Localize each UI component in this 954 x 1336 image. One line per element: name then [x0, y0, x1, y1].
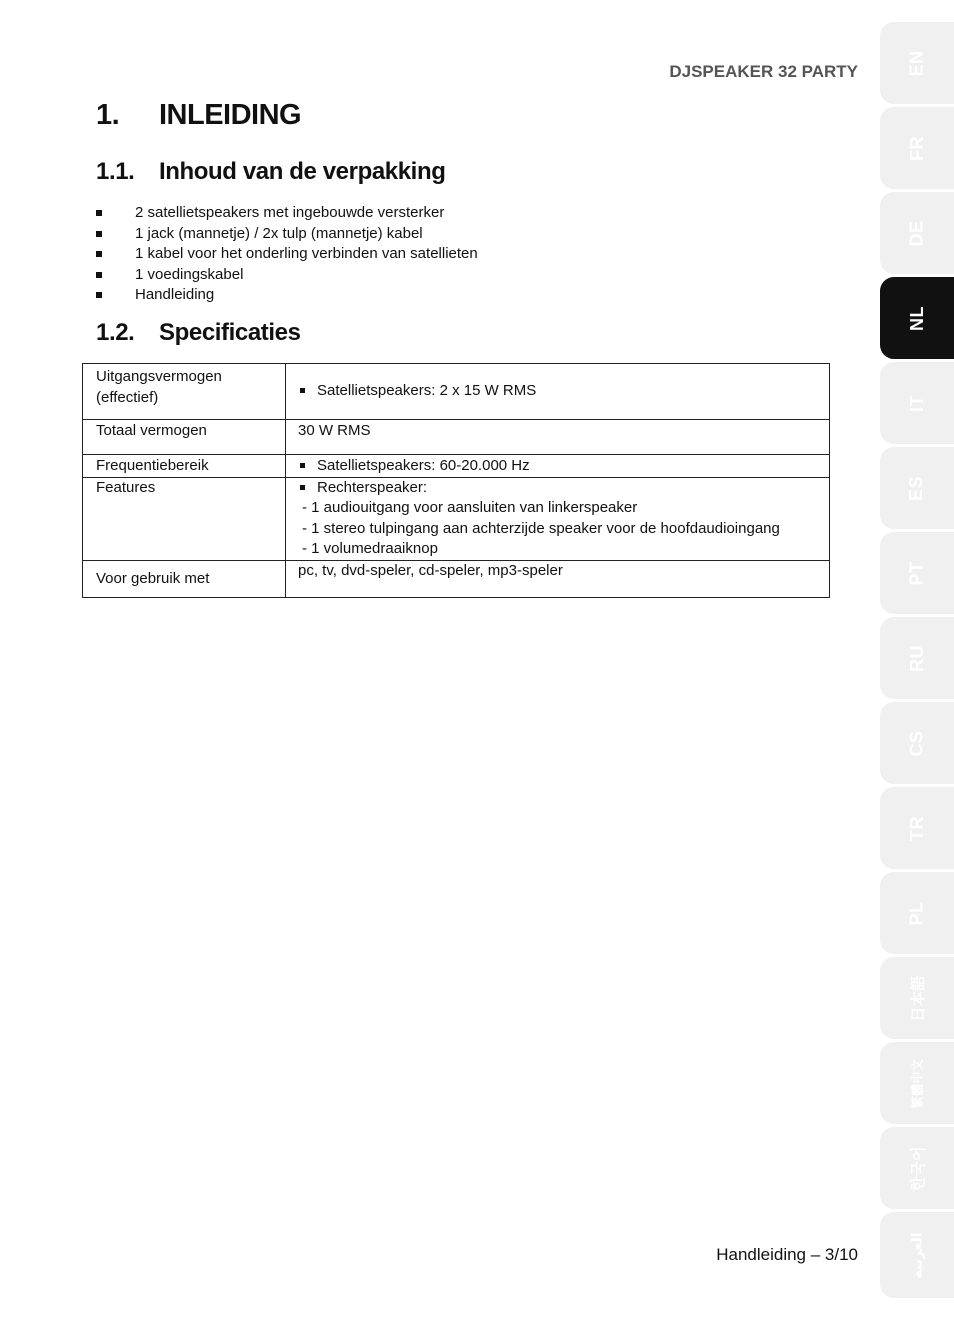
- language-tab-ko[interactable]: [880, 1127, 954, 1209]
- square-bullet-icon: [96, 251, 102, 257]
- chapter-title: INLEIDING: [159, 99, 302, 131]
- language-tab-ar[interactable]: [880, 1212, 954, 1298]
- section-heading-contents: [96, 158, 445, 186]
- language-tab-label: PL: [906, 900, 927, 926]
- section-number: 1.2.: [96, 319, 135, 346]
- spec-feature-line: - 1 volumedraaiknop: [302, 540, 438, 557]
- square-bullet-icon: [300, 485, 305, 490]
- square-bullet-icon: [96, 231, 102, 237]
- language-tab-label: FR: [906, 135, 927, 161]
- spec-bullet-text: Satellietspeakers: 60-20.000 Hz: [317, 457, 530, 474]
- table-row: [83, 420, 830, 455]
- language-tab-ru[interactable]: [880, 617, 954, 699]
- section-title: Inhoud van de verpakking: [159, 158, 446, 185]
- spec-value: 30 W RMS: [286, 420, 830, 455]
- language-tab-en[interactable]: [880, 22, 954, 104]
- section-heading-specs: [96, 319, 301, 347]
- list-item: [96, 244, 478, 265]
- table-row: [83, 364, 830, 420]
- language-tab-label: DE: [906, 219, 927, 247]
- spec-value: [286, 364, 830, 420]
- section-number: 1.1.: [96, 158, 135, 185]
- specifications-table: [82, 363, 830, 598]
- language-tab-label: RU: [906, 644, 927, 672]
- language-tab-de[interactable]: [880, 192, 954, 274]
- list-item: [96, 203, 478, 224]
- language-tab-label: 日本語: [909, 974, 927, 1022]
- list-item: [96, 285, 478, 306]
- list-item-text: 2 satellietspeakers met ingebouwde versterker: [135, 204, 445, 221]
- spec-value: [286, 455, 830, 478]
- square-bullet-icon: [300, 388, 305, 393]
- square-bullet-icon: [300, 463, 305, 468]
- language-tab-tr[interactable]: [880, 787, 954, 869]
- list-item-text: 1 voedingskabel: [135, 265, 244, 283]
- spec-bullet-text: Rechterspeaker:: [317, 478, 428, 496]
- language-tab-ja[interactable]: [880, 957, 954, 1039]
- square-bullet-icon: [96, 272, 102, 278]
- language-tab-label: العربية: [908, 1231, 925, 1279]
- square-bullet-icon: [96, 292, 102, 298]
- spec-value: [286, 477, 830, 560]
- table-row: [83, 455, 830, 478]
- language-tab-fr[interactable]: [880, 107, 954, 189]
- spec-label: Uitgangsvermogen (effectief): [83, 364, 286, 420]
- spec-label: Features: [83, 477, 286, 560]
- spec-bullet: [298, 381, 829, 402]
- square-bullet-icon: [96, 210, 102, 216]
- spec-label: Voor gebruik met: [83, 560, 286, 597]
- list-item: [96, 224, 478, 245]
- language-tab-label: EN: [906, 49, 927, 77]
- spec-value: pc, tv, dvd-speler, cd-speler, mp3-speler: [286, 560, 830, 597]
- language-tab-nl[interactable]: [880, 277, 954, 359]
- spec-feature-line: - 1 stereo tulpingang aan achterzijde speaker voor de hoofdaudioingang: [302, 519, 780, 537]
- chapter-heading: [96, 99, 301, 132]
- section-title: Specificaties: [159, 319, 301, 346]
- spec-bullet: [298, 456, 829, 477]
- language-tab-label: PT: [906, 560, 927, 586]
- language-tab-label: IT: [906, 394, 927, 412]
- language-tab-cs[interactable]: [880, 702, 954, 784]
- footer-page-number: Handleiding – 3/10: [716, 1245, 858, 1264]
- language-tab-pt[interactable]: [880, 532, 954, 614]
- table-row: [83, 477, 830, 560]
- language-tab-label: ES: [906, 475, 927, 501]
- language-tab-pl[interactable]: [880, 872, 954, 954]
- language-tab-zh[interactable]: [880, 1042, 954, 1124]
- chapter-number: 1.: [96, 99, 120, 131]
- spec-label: Frequentiebereik: [83, 455, 286, 478]
- language-tab-label: CS: [906, 729, 927, 757]
- table-row: [83, 560, 830, 597]
- language-tab-label: 한국어: [909, 1145, 927, 1191]
- spec-bullet: [298, 478, 829, 499]
- language-tab-label: TR: [906, 815, 927, 841]
- header-product-name: DJSPEAKER 32 PARTY: [669, 62, 858, 81]
- spec-bullet-text: Satellietspeakers: 2 x 15 W RMS: [317, 382, 537, 400]
- language-tab-label: NL: [906, 305, 927, 331]
- list-item-text: 1 jack (mannetje) / 2x tulp (mannetje) kabel: [135, 224, 423, 242]
- language-tab-es[interactable]: [880, 447, 954, 529]
- language-tab-it[interactable]: [880, 362, 954, 444]
- language-tab-label: 繁體中文: [910, 1057, 925, 1109]
- spec-label: Totaal vermogen: [83, 420, 286, 455]
- list-item-text: 1 kabel voor het onderling verbinden van satellieten: [135, 245, 478, 263]
- list-item-text: Handleiding: [135, 286, 215, 304]
- spec-feature-line: - 1 audiouitgang voor aansluiten van linkerspeaker: [302, 499, 638, 516]
- list-item: [96, 265, 478, 286]
- package-contents-list: [96, 203, 478, 306]
